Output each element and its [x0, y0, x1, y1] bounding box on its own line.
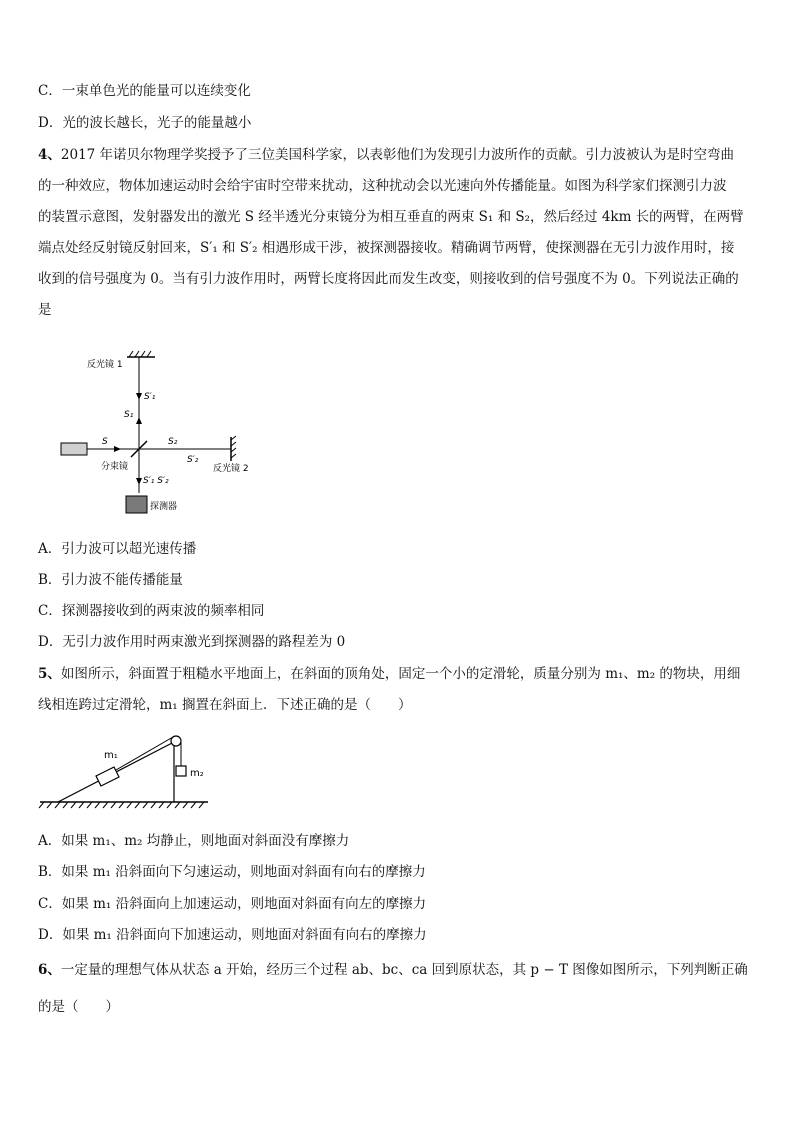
s2-prime-label: S′₂	[187, 455, 199, 465]
q4-stem-line-3: 的装置示意图，发射器发出的激光 S 经半透光分束镜分为相互垂直的两束 S₁ 和 S₂，然后经过 4km 长的两臂，在两臂	[38, 209, 744, 225]
block-m2	[176, 766, 186, 776]
q5-option-d: D．如果 m₁ 沿斜面向下加速运动，则地面对斜面有向右的摩擦力	[38, 927, 427, 943]
q4-stem-line-5: 收到的信号强度为 0。当有引力波作用时，两臂长度将因此而发生改变，则接收到的信号强度不为 0。下列说法正确的	[38, 271, 739, 287]
q6-stem-line-1	[38, 961, 748, 979]
s-label: S	[102, 437, 108, 447]
q6-number: 6、	[38, 962, 61, 978]
q4-option-b: B．引力波不能传播能量	[38, 572, 183, 588]
arrow-s1-up	[136, 417, 142, 424]
interferometer-diagram	[55, 345, 275, 520]
q4-option-c: C．探测器接收到的两束波的频率相同	[38, 603, 265, 619]
q6-stem-line-2: 的是（ ）	[38, 999, 119, 1015]
s2-label: S₂	[168, 437, 178, 447]
incline-pulley-diagram	[38, 728, 218, 816]
laser-emitter	[61, 443, 87, 455]
detector	[126, 496, 147, 513]
q5-option-c: C．如果 m₁ 沿斜面向上加速运动，则地面对斜面有向左的摩擦力	[38, 896, 427, 912]
detector-label: 探测器	[150, 502, 178, 512]
mirror-1-hatch	[129, 351, 151, 357]
arrow-to-detector	[136, 478, 142, 485]
q4-stem-line-2: 的一种效应，物体加速运动时会给宇宙时空带来扰动，这种扰动会以光速向外传播能量。如图为科学家们探测引力波	[38, 178, 727, 194]
q4-number: 4、	[38, 147, 61, 163]
q4-stem-line-6: 是	[38, 302, 52, 318]
s1-prime-label: S′₁	[144, 392, 156, 402]
splitter-label: 分束镜	[101, 462, 129, 472]
m1-label: m₁	[104, 750, 118, 761]
q5-option-b: B．如果 m₁ 沿斜面向下匀速运动，则地面对斜面有向右的摩擦力	[38, 864, 426, 880]
q4-stem-line-4: 端点处经反射镜反射回来，S′₁ 和 S′₂ 相遇形成干涉，被探测器接收。精确调节两臂，使探测器在无引力波作用时，接	[38, 240, 735, 256]
mirror-1-label: 反光镜 1	[87, 360, 123, 370]
s1s2-prime-label: S′₁ S′₂	[143, 476, 169, 486]
string-incline	[116, 737, 173, 770]
q4-stem-line-1	[38, 146, 734, 164]
q5-stem-line-2: 线相连跨过定滑轮，m₁ 搁置在斜面上．下述正确的是（ ）	[38, 697, 412, 713]
arrow-s1-down	[136, 393, 142, 400]
q6-stem-text-1: 一定量的理想气体从状态 a 开始，经历三个过程 ab、bc、ca 回到原状态，其 p − T 图像如图所示，下列判断正确	[60, 962, 748, 978]
q3-option-d: D．光的波长越长，光子的能量越小	[38, 115, 252, 131]
q4-option-a: A．引力波可以超光速传播	[38, 541, 197, 557]
arrow-s	[114, 446, 121, 452]
q4-option-d: D．无引力波作用时两束激光到探测器的路程差为 0	[38, 634, 346, 650]
q5-option-a: A．如果 m₁、m₂ 均静止，则地面对斜面没有摩擦力	[38, 833, 350, 849]
ground-hatch	[39, 802, 204, 808]
q5-number: 5、	[38, 666, 61, 682]
q5-stem-line-1	[38, 665, 740, 683]
q5-stem-text-1: 如图所示，斜面置于粗糙水平地面上，在斜面的顶角处，固定一个小的定滑轮，质量分别为 m₁、m₂ 的物块，用细	[60, 666, 741, 682]
m2-label: m₂	[190, 768, 204, 779]
s1-label: S₁	[124, 410, 134, 420]
block-m1	[96, 767, 119, 786]
q3-option-c: C．一束单色光的能量可以连续变化	[38, 83, 251, 99]
q4-stem-text-1: 2017 年诺贝尔物理学奖授予了三位美国科学家，以表彰他们为发现引力波所作的贡献。引力波被认为是时空弯曲	[60, 147, 735, 163]
mirror-2-label: 反光镜 2	[213, 464, 249, 474]
